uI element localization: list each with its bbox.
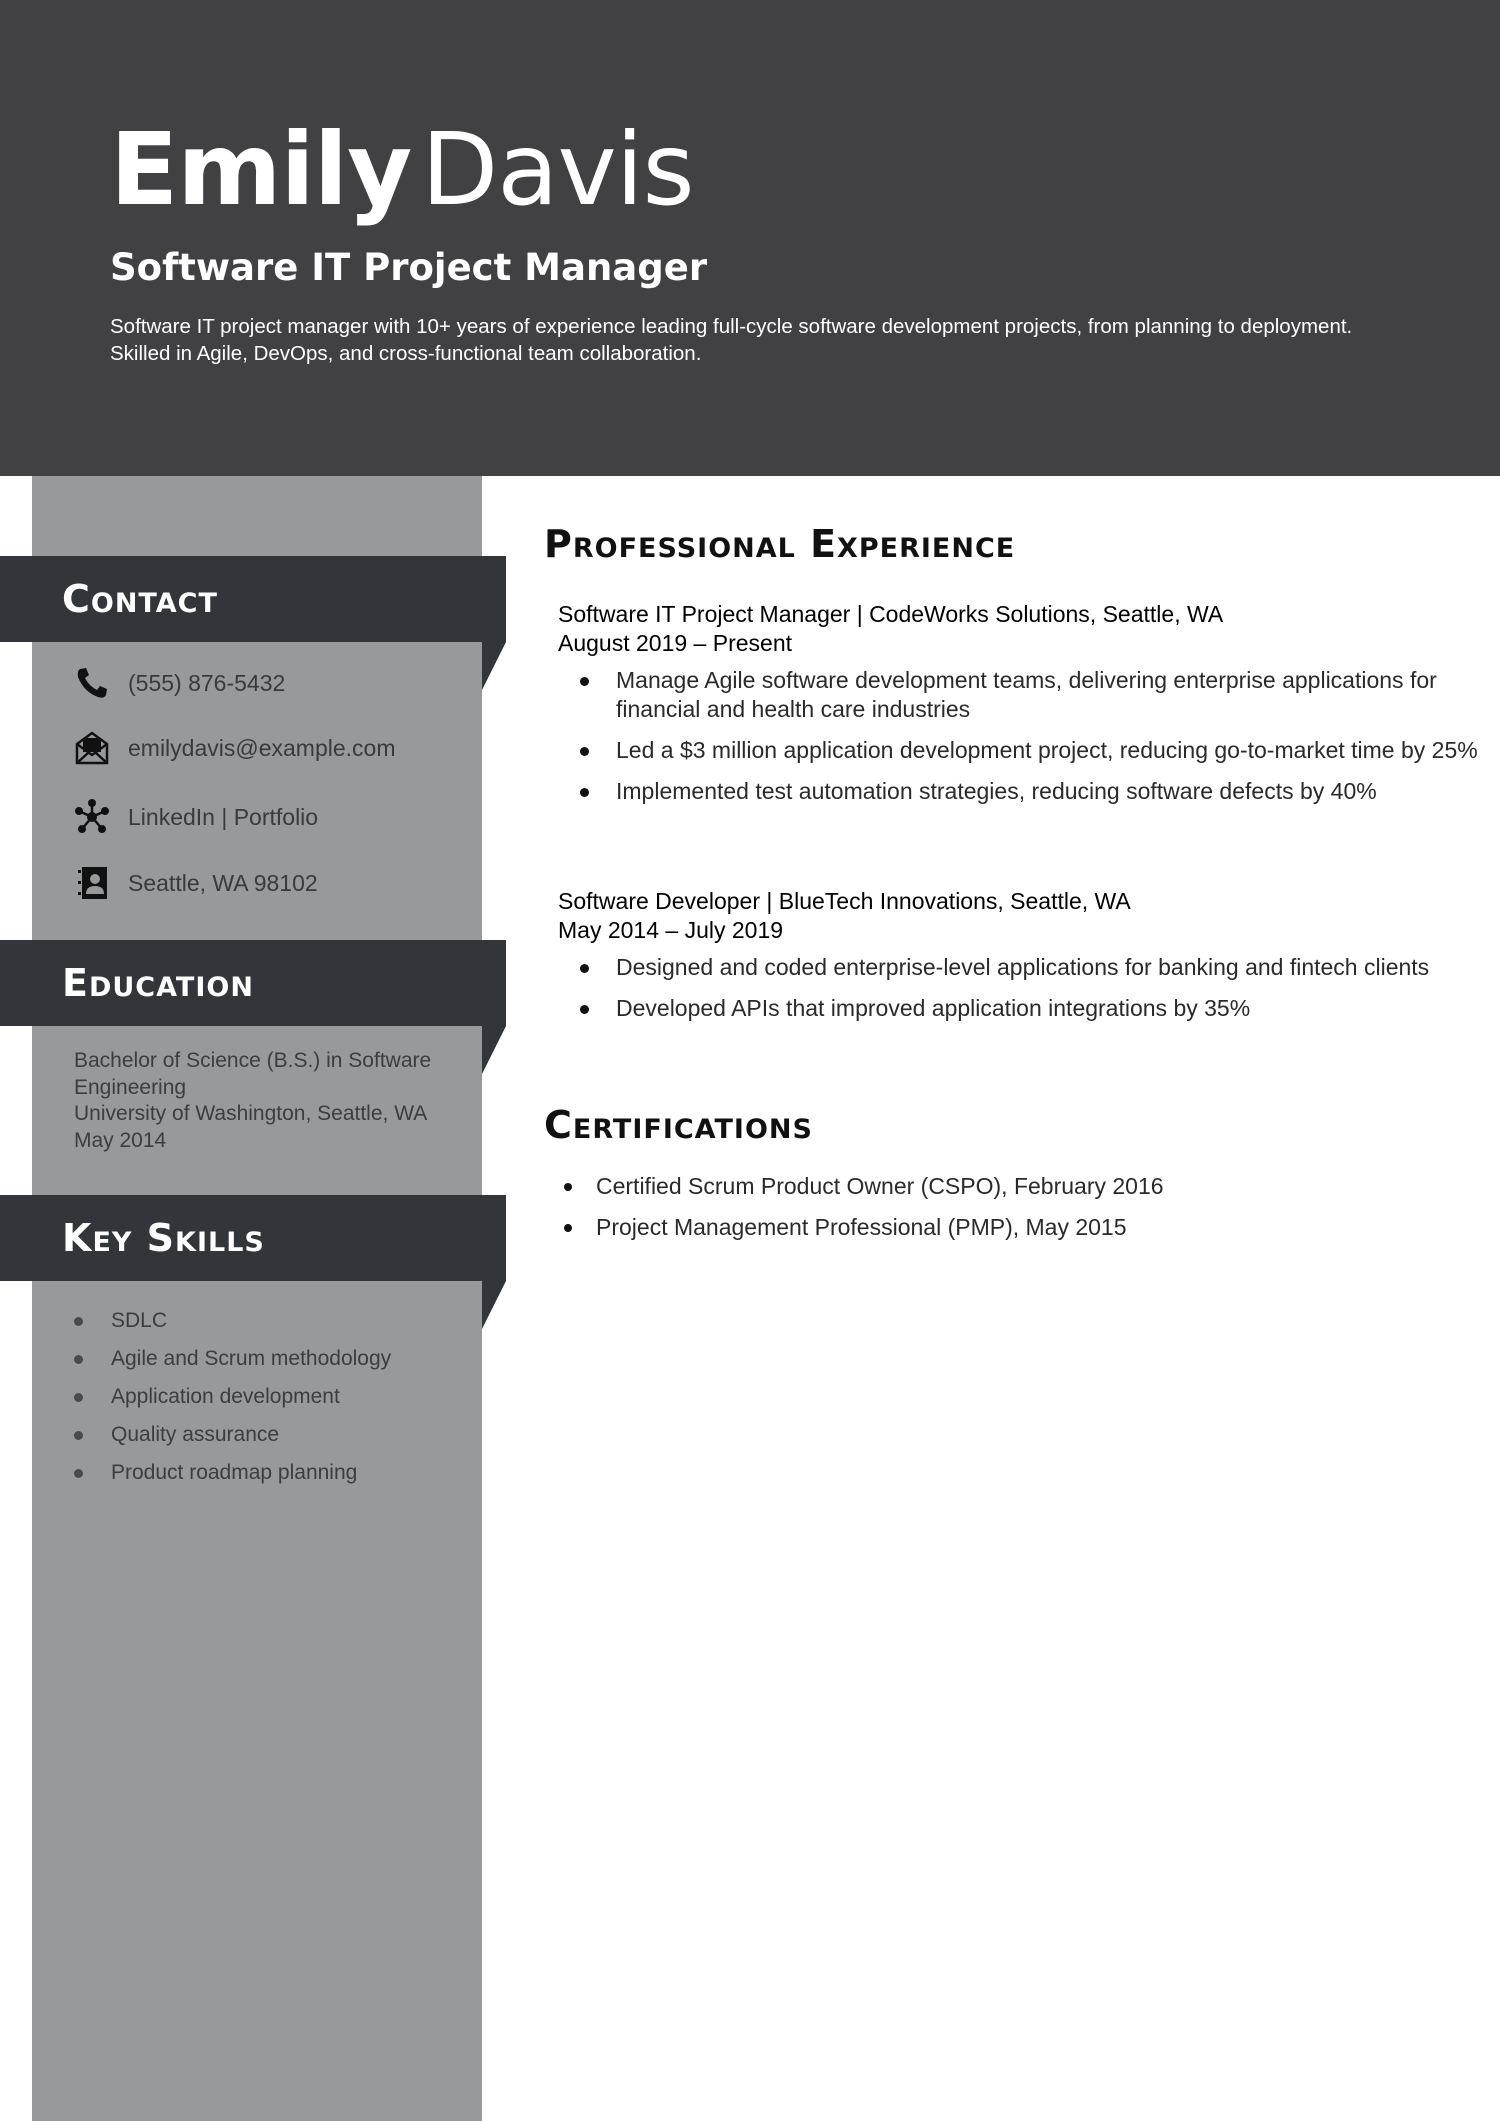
list-item xyxy=(558,994,1478,1023)
education-band-fold xyxy=(482,1026,506,1074)
professional-summary: Software IT project manager with 10+ years of experience leading full-cycle software development projects, from planning to deployment. Skilled in Agile, DevOps, and cross-functional team collaboration. xyxy=(110,315,1353,365)
list-item xyxy=(74,1378,391,1416)
job-title: Software IT Project Manager xyxy=(110,246,708,289)
skills-band-fold xyxy=(482,1281,506,1329)
experience-heading: Professional Experience xyxy=(544,522,1016,566)
list-item xyxy=(558,1213,1478,1242)
list-item xyxy=(558,777,1478,806)
bullet xyxy=(74,1393,83,1402)
list-item xyxy=(74,1454,391,1492)
education-heading-band xyxy=(0,940,506,1026)
contact-band-fold xyxy=(482,642,506,690)
sidebar xyxy=(32,476,482,2121)
bullet xyxy=(564,1224,572,1232)
network-icon xyxy=(74,799,110,835)
job-role: Software Developer | BlueTech Innovations, Seattle, WA xyxy=(558,888,1131,914)
resume-header xyxy=(0,0,1500,476)
location-text: Seattle, WA 98102 xyxy=(128,869,318,896)
contact-location xyxy=(74,863,318,903)
first-name: Emily xyxy=(110,111,412,228)
email-icon xyxy=(74,730,110,766)
bullet-text: Led a $3 million application development project, reducing go-to-market time by 25% xyxy=(616,737,1478,763)
certification-text: Project Management Professional (PMP), May 2015 xyxy=(596,1214,1127,1240)
bullet xyxy=(580,677,589,686)
contact-phone xyxy=(74,663,285,703)
bullet xyxy=(564,1183,572,1191)
job-entry xyxy=(558,887,1478,1035)
list-item xyxy=(558,1172,1478,1201)
skills-list xyxy=(74,1302,391,1492)
job-role: Software IT Project Manager | CodeWorks Solutions, Seattle, WA xyxy=(558,601,1224,627)
list-item xyxy=(74,1302,391,1340)
job-dates: May 2014 – July 2019 xyxy=(558,917,784,943)
skill-text: Agile and Scrum methodology xyxy=(111,1347,392,1370)
skill-text: Quality assurance xyxy=(111,1423,280,1446)
contact-heading: Contact xyxy=(62,577,218,621)
skills-heading: Key Skills xyxy=(62,1216,265,1260)
job-bullets xyxy=(558,953,1478,1023)
certifications-list xyxy=(558,1172,1478,1254)
list-item xyxy=(74,1416,391,1454)
bullet xyxy=(580,964,589,973)
candidate-name xyxy=(110,110,694,230)
bullet-text: Manage Agile software development teams, delivering enterprise applications for financial and health care industries xyxy=(616,667,1437,722)
skill-text: Product roadmap planning xyxy=(111,1461,358,1484)
list-item xyxy=(558,666,1478,724)
list-item xyxy=(74,1340,391,1378)
bullet xyxy=(580,747,589,756)
bullet xyxy=(580,788,589,797)
email-address[interactable]: emilydavis@example.com xyxy=(128,734,396,761)
bullet xyxy=(74,1431,83,1440)
bullet xyxy=(74,1469,83,1478)
contact-email[interactable] xyxy=(74,728,396,768)
skills-heading-band xyxy=(0,1195,506,1281)
bullet xyxy=(74,1355,83,1364)
bullet-text: Designed and coded enterprise-level applications for banking and fintech clients xyxy=(616,954,1430,980)
address-book-icon xyxy=(74,865,110,901)
bullet xyxy=(74,1317,83,1326)
skill-text: SDLC xyxy=(111,1309,168,1332)
bullet-text: Implemented test automation strategies, reducing software defects by 40% xyxy=(616,778,1377,804)
job-entry xyxy=(558,600,1478,818)
contact-links[interactable] xyxy=(74,797,318,837)
phone-icon xyxy=(74,665,110,701)
graduation-date: May 2014 xyxy=(74,1128,167,1152)
bullet-text: Developed APIs that improved application integrations by 35% xyxy=(616,995,1251,1021)
skill-text: Application development xyxy=(111,1385,340,1408)
contact-heading-band xyxy=(0,556,506,642)
education-details xyxy=(74,1048,464,1154)
job-bullets xyxy=(558,666,1478,806)
job-dates: August 2019 – Present xyxy=(558,630,792,656)
certification-text: Certified Scrum Product Owner (CSPO), February 2016 xyxy=(596,1173,1164,1199)
phone-number: (555) 876-5432 xyxy=(128,669,286,696)
bullet xyxy=(580,1005,589,1014)
list-item xyxy=(558,736,1478,765)
linkedin-portfolio-links[interactable]: LinkedIn | Portfolio xyxy=(128,803,319,830)
school: University of Washington, Seattle, WA xyxy=(74,1102,428,1125)
certifications-heading: Certifications xyxy=(544,1103,813,1147)
education-heading: Education xyxy=(62,961,254,1005)
degree: Bachelor of Science (B.S.) in Software Engineering xyxy=(74,1049,432,1099)
last-name: Davis xyxy=(421,111,694,228)
list-item xyxy=(558,953,1478,982)
